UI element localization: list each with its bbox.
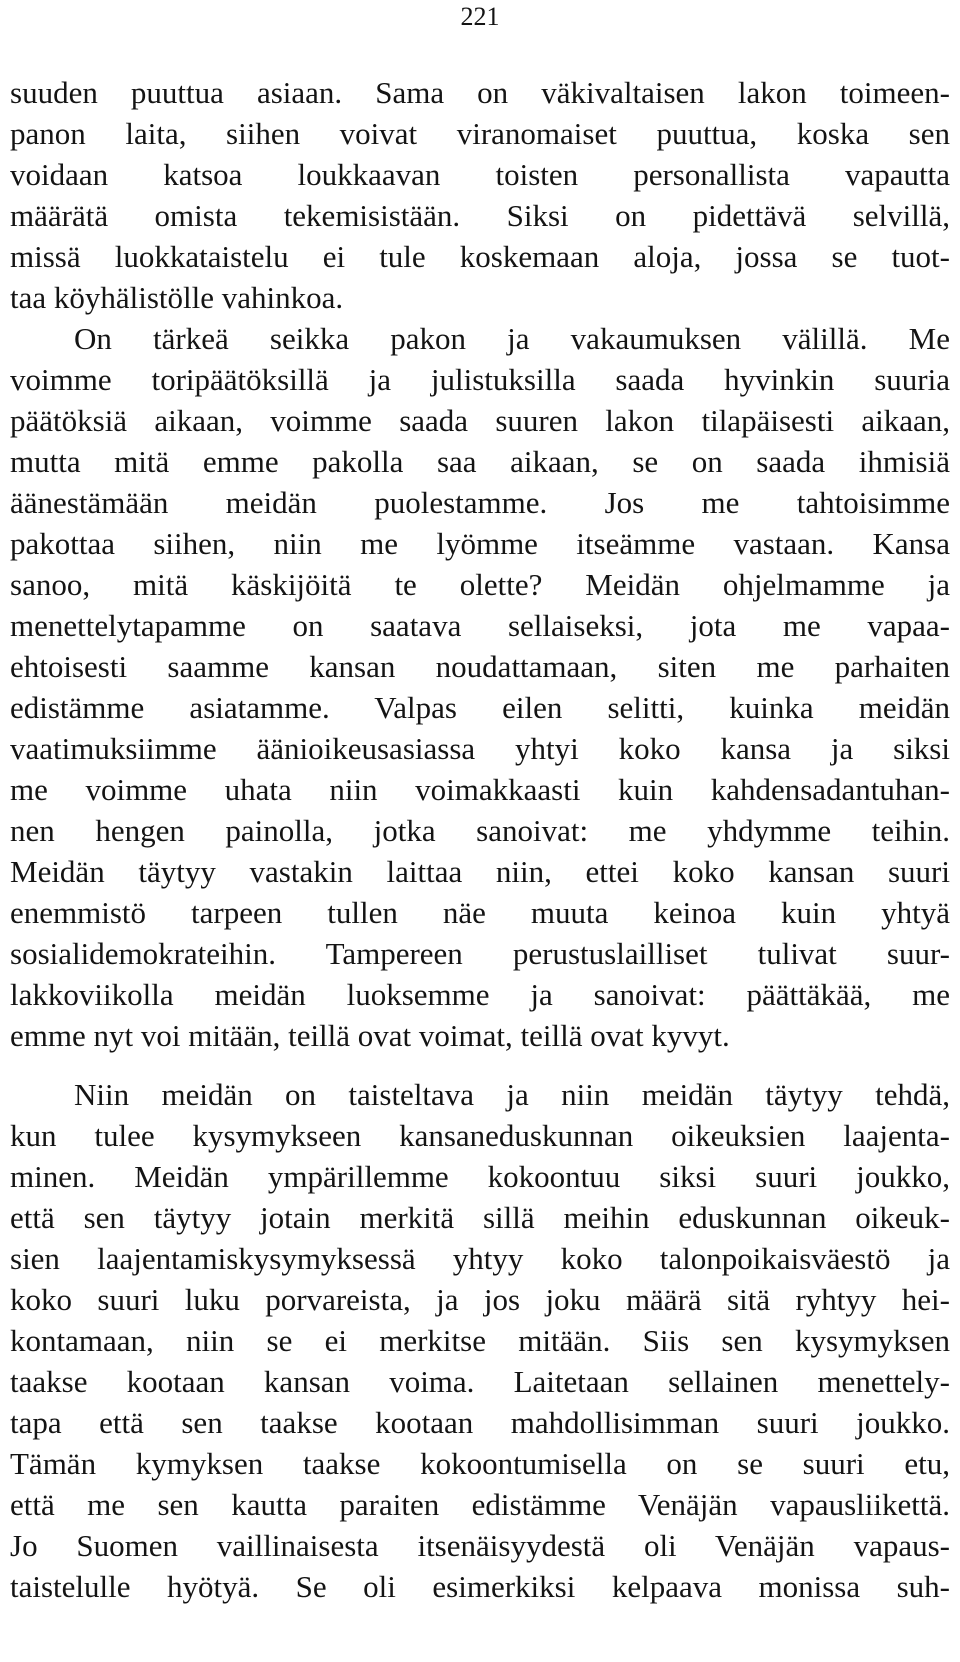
text-line: voidaan katsoa loukkaavan toisten personallista vapautta bbox=[10, 157, 950, 192]
paragraph-gap bbox=[10, 1056, 950, 1074]
text-line: kontamaan, niin se ei merkitse mitään. Siis sen kysymyksen bbox=[10, 1323, 950, 1358]
text-line: menettelytapamme on saatava sellaiseksi, jota me vapaa- bbox=[10, 608, 950, 643]
text-line: enemmistö tarpeen tullen näe muuta keinoa kuin yhtyä bbox=[10, 895, 950, 930]
text-line: Meidän täytyy vastakin laittaa niin, ettei koko kansan suuri bbox=[10, 854, 950, 889]
text-line: taistelulle hyötyä. Se oli esimerkiksi kelpaava monissa suh- bbox=[10, 1569, 950, 1604]
body-text bbox=[10, 72, 950, 1607]
text-line: tapa että sen taakse kootaan mahdollisimman suuri joukko. bbox=[10, 1405, 950, 1440]
text-line: voimme toripäätöksillä ja julistuksilla saada hyvinkin suuria bbox=[10, 362, 950, 397]
text-line: ehtoisesti saamme kansan noudattamaan, siten me parhaiten bbox=[10, 649, 950, 684]
text-line: minen. Meidän ympärillemme kokoontuu siksi suuri joukko, bbox=[10, 1159, 950, 1194]
text-line: äänestämään meidän puolestamme. Jos me tahtoisimme bbox=[10, 485, 950, 520]
text-line: taa köyhälistölle vahinkoa. bbox=[10, 280, 344, 315]
text-line: missä luokkataistelu ei tule koskemaan aloja, jossa se tuot- bbox=[10, 239, 950, 274]
text-line: Niin meidän on taisteltava ja niin meidän täytyy tehdä, bbox=[74, 1077, 950, 1112]
text-line: Tämän kymyksen taakse kokoontumisella on se suuri etu, bbox=[10, 1446, 950, 1481]
text-line: On tärkeä seikka pakon ja vakaumuksen välillä. Me bbox=[74, 321, 950, 356]
text-line: lakkoviikolla meidän luoksemme ja sanoivat: päättäkää, me bbox=[10, 977, 950, 1012]
paragraph bbox=[10, 72, 950, 318]
text-line: taakse kootaan kansan voima. Laitetaan sellainen menettely- bbox=[10, 1364, 950, 1399]
text-line: nen hengen painolla, jotka sanoivat: me yhdymme teihin. bbox=[10, 813, 950, 848]
text-line: että me sen kautta paraiten edistämme Venäjän vapausliikettä. bbox=[10, 1487, 950, 1522]
text-line: mutta mitä emme pakolla saa aikaan, se on saada ihmisiä bbox=[10, 444, 950, 479]
text-line: me voimme uhata niin voimakkaasti kuin kahdensadantuhan- bbox=[10, 772, 950, 807]
text-line: että sen täytyy jotain merkitä sillä meihin eduskunnan oikeuk- bbox=[10, 1200, 950, 1235]
text-line: päätöksiä aikaan, voimme saada suuren lakon tilapäisesti aikaan, bbox=[10, 403, 950, 438]
text-line: kun tulee kysymykseen kansaneduskunnan oikeuksien laajenta- bbox=[10, 1118, 950, 1153]
page-number: 221 bbox=[460, 2, 500, 31]
text-line: määrätä omista tekemisistään. Siksi on pidettävä selvillä, bbox=[10, 198, 950, 233]
text-line: panon laita, siihen voivat viranomaiset puuttua, koska sen bbox=[10, 116, 950, 151]
text-line: sien laajentamiskysymyksessä yhtyy koko talonpoikaisväestö ja bbox=[10, 1241, 950, 1276]
text-line: vaatimuksiimme äänioikeusasiassa yhtyi koko kansa ja siksi bbox=[10, 731, 950, 766]
text-line: emme nyt voi mitään, teillä ovat voimat, teillä ovat kyvyt. bbox=[10, 1018, 730, 1053]
paragraph bbox=[10, 318, 950, 1056]
text-line: suuden puuttua asiaan. Sama on väkivaltaisen lakon toimeen- bbox=[10, 75, 950, 110]
text-line: sanoo, mitä käskijöitä te olette? Meidän ohjelmamme ja bbox=[10, 567, 950, 602]
text-line: sosialidemokrateihin. Tampereen perustuslailliset tulivat suur- bbox=[10, 936, 950, 971]
paragraph bbox=[10, 1074, 950, 1607]
text-line: koko suuri luku porvareista, ja jos joku määrä sitä ryhtyy hei- bbox=[10, 1282, 950, 1317]
text-line: pakottaa siihen, niin me lyömme itseämme vastaan. Kansa bbox=[10, 526, 950, 561]
text-line: edistämme asiatamme. Valpas eilen selitti, kuinka meidän bbox=[10, 690, 950, 725]
text-line: Jo Suomen vaillinaisesta itsenäisyydestä oli Venäjän vapaus- bbox=[10, 1528, 950, 1563]
